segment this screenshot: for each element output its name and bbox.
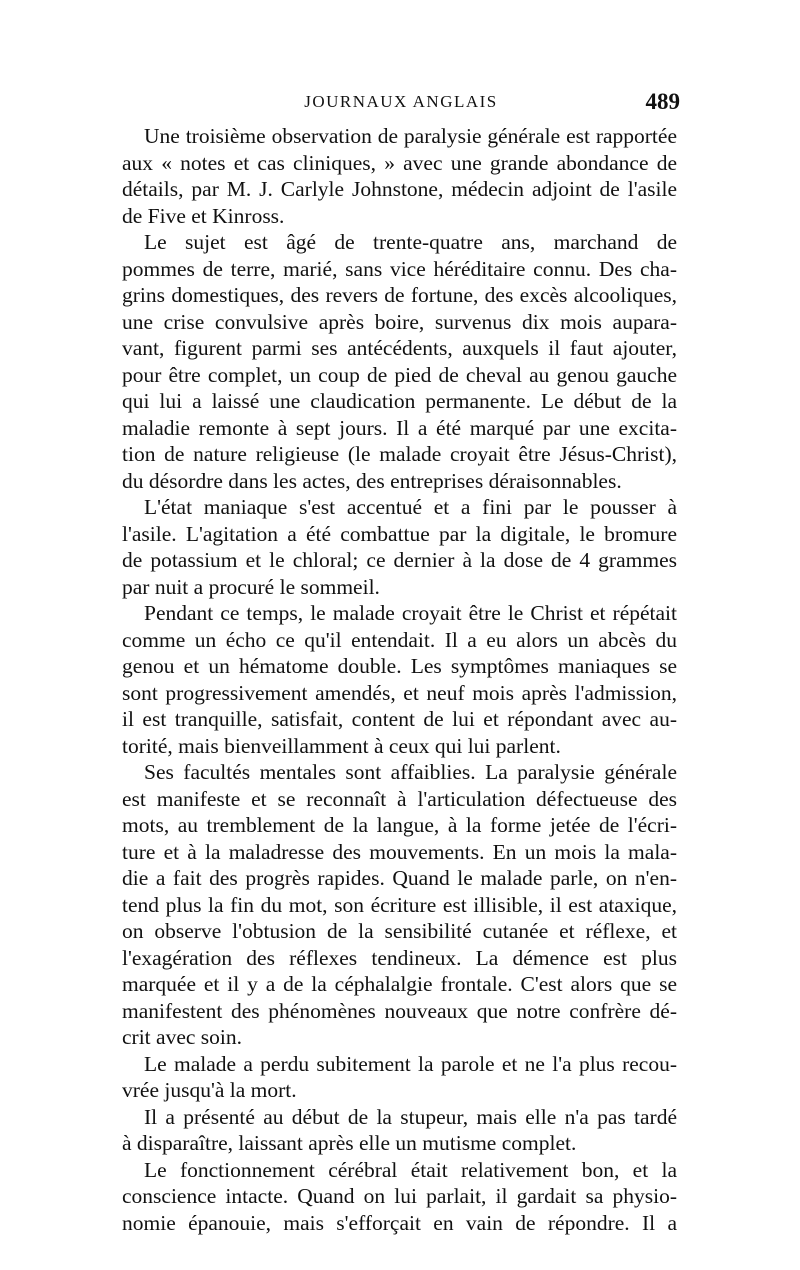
text-line: Le fonctionnement cérébral était relativement bon, et la [144, 1157, 677, 1182]
text-line: Une troisième observation de paralysie générale est rapportée [144, 124, 677, 148]
running-head [122, 89, 680, 116]
text-line: on observe l'obtusion de la sensibilité cutanée et réflexe, et [122, 919, 677, 943]
text-line: manifestent des phénomènes nouveaux que notre confrère dé- [122, 998, 677, 1023]
text-line: conscience intacte. Quand on lui parlait, il gardait sa physio- [122, 1184, 677, 1208]
text-line: Le malade a perdu subitement la parole et ne l'a plus recou- [144, 1051, 677, 1076]
text-line: de potassium et le chloral; ce dernier à la dose de 4 grammes [122, 548, 677, 572]
text-line: vant, figurent parmi ses antécédents, auxquels il faut ajouter, [122, 336, 677, 360]
page-number: 489 [645, 89, 680, 114]
text-line: tend plus la fin du mot, son écriture est illisible, il est ataxique, [122, 892, 677, 917]
text-line: Il a présenté au début de la stupeur, mais elle n'a pas tardé [144, 1104, 677, 1129]
text-line: du désordre dans les actes, des entreprises déraisonnables. [122, 468, 622, 493]
text-line: Pendant ce temps, le malade croyait être le Christ et répétait [144, 601, 677, 625]
text-line: torité, mais bienveillamment à ceux qui lui parlent. [122, 733, 561, 758]
running-title: JOURNAUX ANGLAIS [304, 92, 498, 111]
text-line: il est tranquille, satisfait, content de lui et répondant avec au- [122, 707, 677, 731]
text-line: ture et à la maladresse des mouvements. En un mois la mala- [122, 839, 677, 864]
text-line: à disparaître, laissant après elle un mutisme complet. [122, 1131, 577, 1155]
body-text [122, 123, 677, 1236]
text-line: maladie remonte à sept jours. Il a été marqué par une excita- [122, 415, 677, 440]
text-line: de Five et Kinross. [122, 203, 285, 228]
text-line: l'exagération des réflexes tendineux. La démence est plus [122, 945, 677, 970]
text-line: crit avec soin. [122, 1025, 242, 1049]
text-line: Le sujet est âgé de trente-quatre ans, marchand de [144, 230, 677, 254]
text-line: qui lui a laissé une claudication permanente. Le début de la [122, 389, 677, 413]
text-line: L'état maniaque s'est accentué et a fini par le pousser à [144, 495, 677, 519]
text-line: aux « notes et cas cliniques, » avec une grande abondance de [122, 150, 677, 175]
text-line: die a fait des progrès rapides. Quand le malade parle, on n'en- [122, 866, 677, 890]
text-line: comme un écho ce qu'il entendait. Il a eu alors un abcès du [122, 627, 677, 652]
text-line: mots, au tremblement de la langue, à la forme jetée de l'écri- [122, 813, 677, 837]
text-line: marquée et il y a de la céphalalgie frontale. C'est alors que se [122, 972, 677, 996]
text-line: grins domestiques, des revers de fortune, des excès alcooliques, [122, 283, 677, 307]
text-line: détails, par M. J. Carlyle Johnstone, médecin adjoint de l'asile [122, 177, 677, 201]
text-line: pommes de terre, marié, sans vice héréditaire connu. Des cha- [122, 256, 677, 281]
text-line: l'asile. L'agitation a été combattue par la digitale, le bromure [122, 521, 677, 546]
text-line: est manifeste et se reconnaît à l'articulation défectueuse des [122, 786, 677, 811]
text-line: sont progressivement amendés, et neuf mois après l'admission, [122, 680, 677, 705]
text-line: pour être complet, un coup de pied de cheval au genou gauche [122, 362, 677, 387]
text-line: une crise convulsive après boire, survenus dix mois aupara- [122, 309, 677, 334]
text-line: Ses facultés mentales sont affaiblies. La paralysie générale [144, 760, 677, 784]
text-line: vrée jusqu'à la mort. [122, 1078, 297, 1102]
text-line: par nuit a procuré le sommeil. [122, 574, 380, 599]
text-line: nomie épanouie, mais s'efforçait en vain de répondre. Il a [122, 1210, 677, 1235]
text-line: genou et un hématome double. Les symptômes maniaques se [122, 654, 677, 678]
text-line: tion de nature religieuse (le malade croyait être Jésus-Christ), [122, 442, 677, 466]
